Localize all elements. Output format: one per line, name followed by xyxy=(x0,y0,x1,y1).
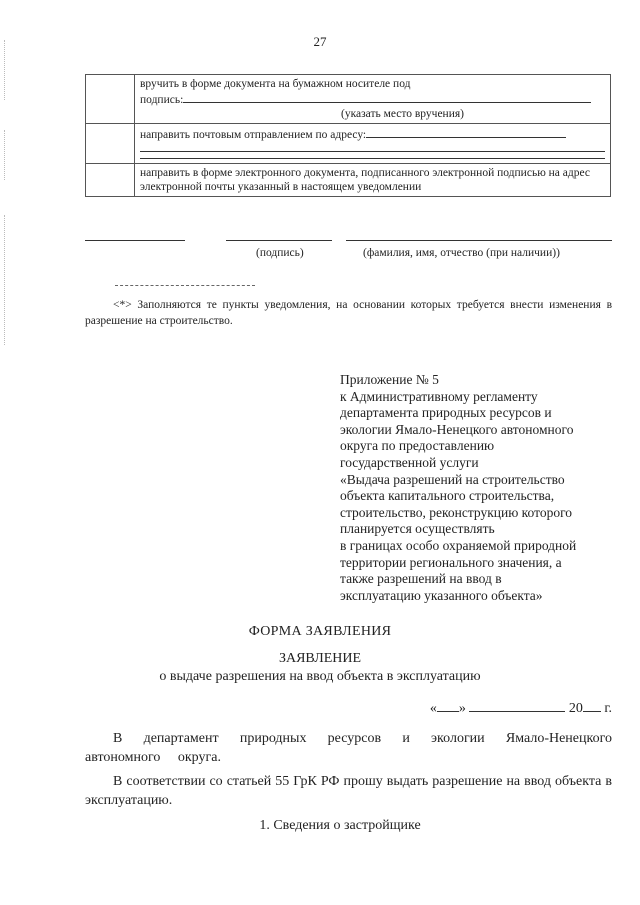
option-paper-label: вручить в форме документа на бумажном носителе под xyxy=(140,78,411,90)
post-address-field[interactable] xyxy=(366,126,566,138)
signature-line[interactable] xyxy=(226,240,332,241)
paper-place-hint: (указать место вручения) xyxy=(341,108,464,120)
appendix-title: Приложение № 5 xyxy=(340,372,439,387)
appendix-line: к Административному регламенту xyxy=(340,388,538,404)
checkbox-cell[interactable] xyxy=(86,164,135,197)
option-email-cell: направить в форме электронного документа, подписанного электронной подписью на адрес электронной почты указанный в настоящем уведомлении xyxy=(135,164,611,197)
appendix-line: территории регионального значения, а xyxy=(340,554,562,570)
section-heading: 1. Сведения о застройщике xyxy=(259,818,421,833)
margin-mark xyxy=(4,130,6,180)
year-prefix: 20 xyxy=(568,701,583,716)
signature-date-line[interactable] xyxy=(85,240,185,241)
month-field[interactable] xyxy=(469,698,565,712)
paper-place-field[interactable] xyxy=(183,91,591,103)
date-close-quote: » xyxy=(458,701,466,716)
option-post-label: направить почтовым отправлением по адресу: xyxy=(140,129,367,141)
appendix-line: эксплуатацию указанного объекта» xyxy=(340,587,543,603)
form-title: ФОРМА ЗАЯВЛЕНИЯ xyxy=(248,624,392,639)
appendix-line: в границах особо охраняемой природной xyxy=(340,537,577,553)
statement-subtitle: о выдаче разрешения на ввод объекта в эксплуатацию xyxy=(159,669,481,684)
post-address-line[interactable] xyxy=(140,142,605,152)
appendix-line: округа по предоставлению xyxy=(340,438,495,454)
checkbox-cell[interactable] xyxy=(86,124,135,164)
checkbox-cell[interactable] xyxy=(86,75,135,124)
addressee-paragraph: В департамент природных ресурсов и экологии Ямало-Ненецкого автономного округа. xyxy=(85,731,612,765)
appendix-line: департамента природных ресурсов и xyxy=(340,405,552,421)
footnote-text: <*> Заполняются те пункты уведомления, на основании которых требуется внести изменения в разрешение на строительство. xyxy=(85,299,612,327)
appendix-line: государственной услуги xyxy=(340,454,479,470)
full-name-caption: (фамилия, имя, отчество (при наличии)) xyxy=(363,247,560,259)
footnote-divider xyxy=(115,285,255,286)
option-paper-sign-label: подпись: xyxy=(140,94,184,106)
appendix-block xyxy=(340,372,620,604)
option-paper-cell xyxy=(135,75,611,124)
appendix-line: строительство, реконструкцию которого xyxy=(340,504,573,520)
table-row xyxy=(86,75,611,124)
table-row xyxy=(86,164,611,197)
request-paragraph: В соответствии со статьей 55 ГрК РФ прошу выдать разрешение на ввод объекта в эксплуатацию. xyxy=(85,774,612,808)
appendix-line: «Выдача разрешений на строительство xyxy=(340,471,565,487)
year-suffix: г. xyxy=(604,701,612,716)
margin-mark xyxy=(4,215,6,345)
date-open-quote: « xyxy=(429,701,437,716)
post-address-line[interactable] xyxy=(140,154,605,159)
option-post-cell xyxy=(135,124,611,164)
statement-title: ЗАЯВЛЕНИЕ xyxy=(278,651,362,666)
appendix-line: объекта капитального строительства, xyxy=(340,488,555,504)
page-number: 27 xyxy=(313,34,327,49)
table-row xyxy=(86,124,611,164)
date-line xyxy=(430,698,612,717)
day-field[interactable] xyxy=(437,698,459,712)
year-field[interactable] xyxy=(583,698,601,712)
appendix-line: экологии Ямало-Ненецкого автономного xyxy=(340,421,574,437)
signature-caption: (подпись) xyxy=(256,247,304,259)
delivery-options-table xyxy=(85,74,611,197)
full-name-line[interactable] xyxy=(346,240,612,241)
appendix-line: планируется осуществлять xyxy=(340,521,495,537)
appendix-line: также разрешений на ввод в xyxy=(340,571,502,587)
